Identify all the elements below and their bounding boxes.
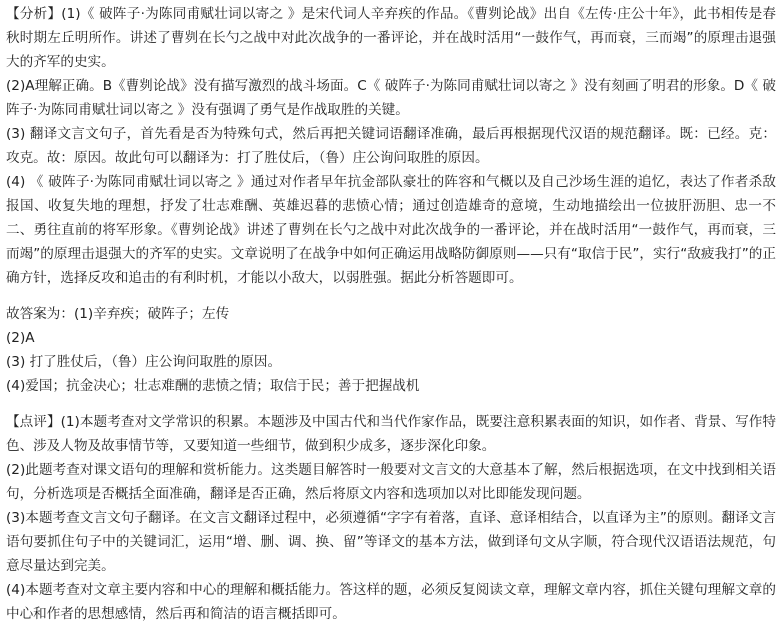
analysis-paragraph-3: (3) 翻译文言文句子，首先看是否为特殊句式，然后再把关键词语翻译准确，最后再根据现代汉语的规范翻译。既：已经。克：攻克。故：原因。故此句可以翻译为：打了胜仗后，（鲁）庄公询问取胜的原因。: [6, 126, 776, 166]
analysis-section: [6, 2, 776, 290]
answer-line-3: (3) 打了胜仗后，（鲁）庄公询问取胜的原因。: [6, 354, 282, 370]
section-gap: [6, 290, 776, 302]
comment-paragraph-2: (2)此题考查对课文语句的理解和赏析能力。这类题目解答时一般要对文言文的大意基本了解，然后根据选项，在文中找到相关语句，分析选项是否概括全面准确，翻译是否正确，然后将原文内容和选项加以对比即能发现问题。: [6, 462, 776, 502]
comment-paragraph-1: 【点评】(1)本题考查对文学常识的积累。本题涉及中国古代和当代作家作品，既要注意积累表面的知识，如作者、背景、写作特色、涉及人物及故事情节等，又要知道一些细节，做到积少成多，逐步深化印象。: [6, 414, 776, 454]
comment-section: [6, 410, 776, 626]
comment-paragraph-3: (3)本题考查文言文句子翻译。在文言文翻译过程中，必须遵循“字字有着落，直译、意译相结合，以直译为主”的原则。翻译文言语句要抓住句子中的关键词汇，运用“增、删、调、换、留”等译文的基本方法，做到译句文从字顺，符合现代汉语语法规范，句意尽量达到完美。: [6, 510, 776, 574]
answer-section: [6, 302, 776, 398]
answer-line-2: (2)A: [6, 330, 35, 346]
analysis-paragraph-2: (2)A理解正确。B《曹刿论战》没有描写激烈的战斗场面。C《 破阵子·为陈同甫赋壮词以寄之 》没有刻画了明君的形象。D《 破阵子·为陈同甫赋壮词以寄之 》没有强调了勇气是作战取胜的关键。: [6, 78, 776, 118]
analysis-paragraph-4: (4) 《 破阵子·为陈同甫赋壮词以寄之 》通过对作者早年抗金部队豪壮的阵容和气概以及自己沙场生涯的追忆，表达了作者杀敌报国、收复失地的理想，抒发了壮志难酬、英雄迟暮的悲愤心情；通过创造雄奇的意境，生动地描绘出一位披肝沥胆、忠一不二、勇往直前的将军形象。《曹刿论战》讲述了曹刿在长勺之战中对此次战争的一番评论，并在战时活用“一鼓作气，再而衰，三而竭”的原理击退强大的齐军的史实。文章说明了在战争中如何正确运用战略防御原则——只有“取信于民”，实行“敌疲我打”的正确方针，选择反攻和追击的有利时机，才能以小敌大，以弱胜强。据此分析答题即可。: [6, 174, 776, 286]
analysis-paragraph-1: 【分析】(1)《 破阵子·为陈同甫赋壮词以寄之 》是宋代词人辛弃疾的作品。《曹刿论战》出自《左传·庄公十年》，此书相传是春秋时期左丘明所作。讲述了曹刿在长勺之战中对此次战争的一番评论，并在战时活用“一鼓作气，再而衰，三而竭”的原理击退强大的齐军的史实。: [6, 6, 776, 70]
answer-line-4: (4)爱国；抗金决心；壮志难酬的悲愤之情；取信于民；善于把握战机: [6, 378, 420, 394]
solution-document: [6, 2, 776, 626]
answer-line-1: 故答案为：(1)辛弃疾；破阵子；左传: [6, 306, 230, 322]
section-gap: [6, 398, 776, 410]
comment-paragraph-4: (4)本题考查对文章主要内容和中心的理解和概括能力。答这样的题，必须反复阅读文章，理解文章内容，抓住关键句理解文章的中心和作者的思想感情，然后再和简洁的语言概括即可。: [6, 582, 776, 622]
